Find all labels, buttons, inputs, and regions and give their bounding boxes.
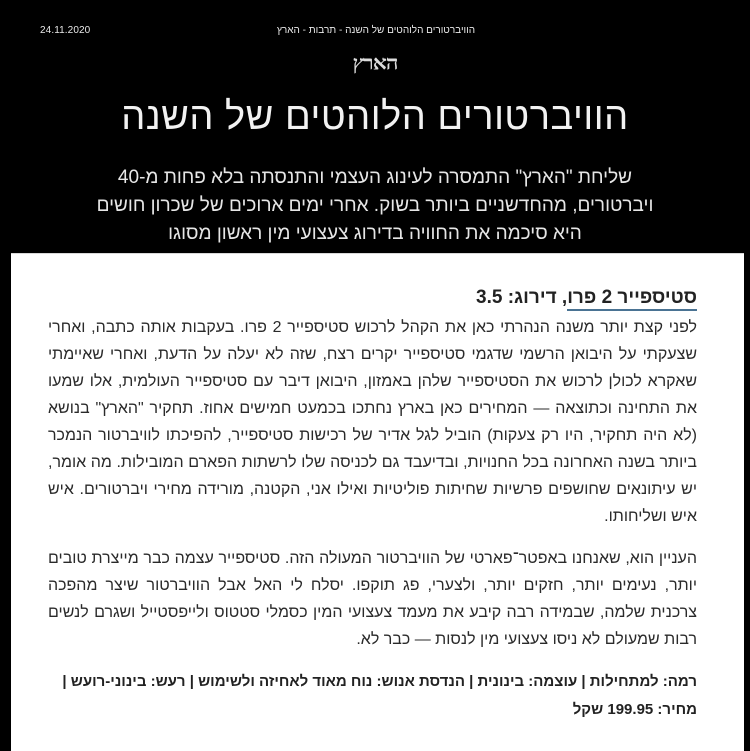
paragraph: לפני קצת יותר משנה הנהרתי כאן את הקהל לרכוש סטיספייר 2 פרו. בעקבות אותה כתבה, ואחרי שצעקתי על היבואן הרשמי שדגמי סטיספייר יקרים רצח, שזה לא יעלה על הדעת, ואחרי שאיימתי שאקרא לכולן לרכוש את הסטיספייר שלהן באמזון, היבואן דיבר עם סטיספייר העולמית, אלו שמעו את התחינה וכתוצאה — המחירים כאן בארץ נחתכו בכמעט חמישים אחוז. תחקיר "הארץ" בנושא (לא היה תחקיר, היו רק צעקות) הוביל לגל אדיר של רכישות סטיספייר, להפיכתו לוויברטור הנמכר ביותר בשנה האחרונה בכל החנויות, ובדיעבד גם לכניסה שלו לרשתות הפארם המובילות. מה אומר, יש עיתונאים שחושפים פרשיות שחיתות פוליטיות ואילו אני, הקטנה, מורידה מחירי ויברטורים. איש איש ושליחותו. xyxy=(48,319,698,525)
product-link[interactable]: סטיספייר 2 פרו xyxy=(567,287,697,311)
article-content xyxy=(11,253,744,751)
product-specs: רמה: למתחילות | עוצמה: בינונית | הנדסת אנוש: נוח מאוד לאחיזה ולשימוש | רעש: בינוני-רועש | מחיר: 199.95 שקל xyxy=(62,673,697,718)
article-subtitle: שליחת "הארץ" התמסרה לעינוג העצמי והתנסתה בלא פחות מ-40 ויברטורים, מהחדשניים ביותר בשוק. אחרי ימים ארוכים של שכרון חושים היא סיכמה את החוויה בדירוג צעצועי מין ראשון מסוגו xyxy=(96,167,654,244)
product-heading xyxy=(476,287,697,309)
print-date: 24.11.2020 xyxy=(40,25,91,36)
top-bar xyxy=(0,0,750,75)
haaretz-logo[interactable]: הארץ xyxy=(352,51,398,75)
article-headline: הוויברטורים הלוהטים של השנה xyxy=(121,96,629,138)
document-title: הוויברטורים הלוהטים של השנה - תרבות - הארץ xyxy=(276,25,476,36)
product-rating: , דירוג: 3.5 xyxy=(476,287,568,308)
article-text xyxy=(48,314,697,724)
paragraph: העניין הוא, שאנחנו באפטר־פארטי של הוויברטור המעולה הזה. סטיספייר עצמה כבר מייצרת טובים יותר, נעימים יותר, חזקים יותר, ולצערי, פג תוקפו. יסלח לי האל אבל הוויברטור שיצר מהפכה צרכנית שלמה, שבמידה רבה קיבע את מעמד צעצועי המין כסמלי סטטוס ולייפסטייל ושגרם לנשים רבות שמעולם לא ניסו צעצועי מין לנסות — כבר לא. xyxy=(48,550,697,648)
